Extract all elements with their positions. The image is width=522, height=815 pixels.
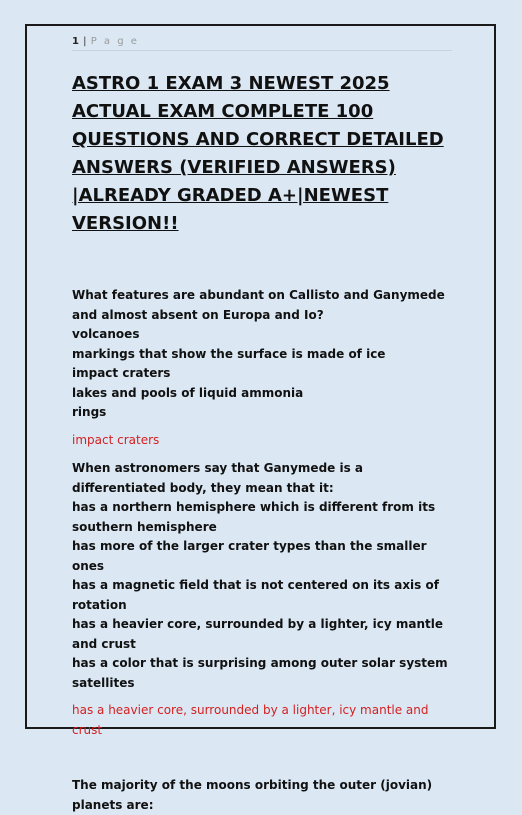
answer-text: impact craters — [72, 432, 160, 447]
answer-text: has a heavier core, surrounded by a lighter, icy mantle and crust — [72, 703, 429, 737]
option-item: has a magnetic field that is not centered on its axis of rotation — [72, 578, 439, 612]
question-text: When astronomers say that Ganymede is a differentiated body, they mean that it: — [72, 461, 363, 495]
option-item: lakes and pools of liquid ammonia — [72, 385, 304, 400]
option-item: volcanoes — [72, 327, 140, 341]
option-item: has more of the larger crater types than the smaller ones — [72, 539, 427, 573]
option-item: rings — [72, 405, 107, 419]
question-block-3 — [72, 776, 452, 815]
option-item: markings that show the surface is made of ice — [72, 346, 386, 361]
page-number: 1 — [72, 36, 80, 47]
document-title: ASTRO 1 EXAM 3 NEWEST 2025 ACTUAL EXAM COMPLETE 100 QUESTIONS AND CORRECT DETAILED ANSWERS (VERIFIED ANSWERS) |ALREADY GRADED A+|NEWEST VERSION!! — [72, 73, 444, 234]
question-text: The majority of the moons orbiting the outer (jovian) planets are: — [72, 778, 433, 812]
option-item: impact craters — [72, 366, 171, 380]
option-item: has a color that is surprising among outer solar system satellites — [72, 656, 448, 690]
question-block-2 — [72, 459, 452, 740]
option-item: has a heavier core, surrounded by a lighter, icy mantle and crust — [72, 617, 444, 651]
page-label: P a g e — [90, 36, 139, 47]
option-item: has a northern hemisphere which is different from its southern hemisphere — [72, 500, 436, 534]
document-body — [72, 70, 452, 815]
question-text: What features are abundant on Callisto and Ganymede and almost absent on Europa and Io? — [72, 288, 445, 322]
page-header — [72, 36, 452, 51]
header-separator: | — [79, 36, 91, 47]
question-block-1 — [72, 286, 452, 450]
